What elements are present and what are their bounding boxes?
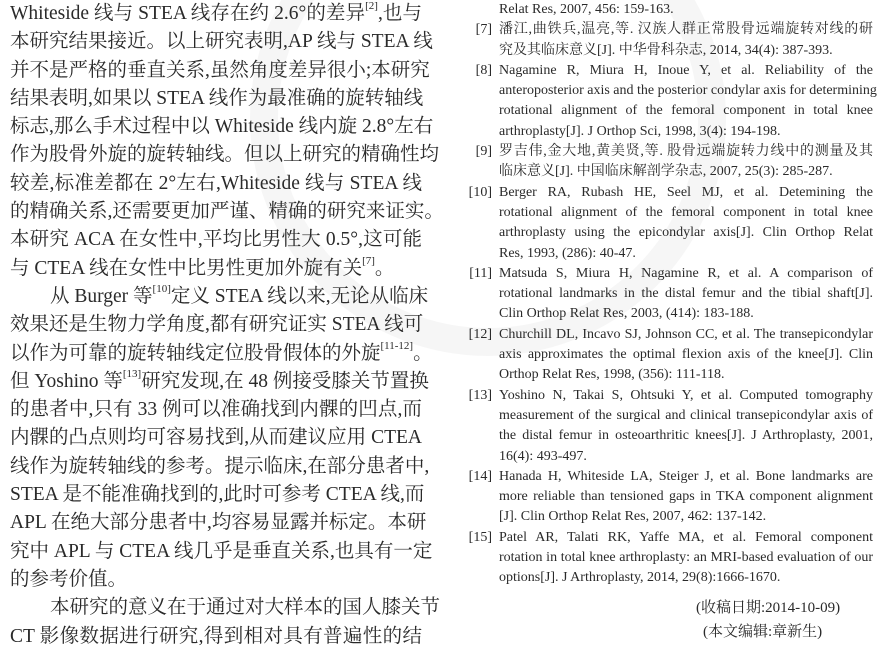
reference-item: [460, 467, 873, 528]
text-segment: STEA 是不能准确找到的,此时可参考 CTEA 线,而: [10, 484, 425, 506]
editor-credit: (本文编辑:章新生): [703, 624, 823, 640]
text-segment: 。: [413, 342, 433, 364]
reference-item: [460, 264, 873, 325]
reference-line: rotation in total knee arthroplasty: an MRI-based evaluation of our: [499, 550, 873, 566]
text-line: [10, 226, 422, 254]
text-line: [10, 339, 433, 368]
text-line: [10, 367, 429, 396]
reference-line: Churchill DL, Incavo SJ, Johnson CC, et al. The transepicondylar: [499, 326, 873, 342]
text-segment: 的参考价值。: [10, 568, 128, 590]
text-line: [10, 0, 422, 28]
reference-line: 16(4): 493-497.: [499, 448, 587, 464]
received-date: (收稿日期:2014-10-09): [696, 600, 841, 616]
text-segment: 从 Burger 等: [50, 285, 153, 307]
reference-item: [460, 61, 877, 142]
text-segment: Whiteside 线与 STEA 线存在约 2.6°的差异: [10, 3, 366, 24]
reference-number: [14]: [468, 468, 492, 484]
text-segment: 本研究的意义在于通过对大样本的国人膝关节: [50, 597, 441, 619]
text-segment: 本研究结果接近。以上研究表明,AP 线与 STEA 线: [10, 31, 433, 53]
reference-number: [7]: [475, 22, 492, 38]
reference-number: [12]: [468, 326, 492, 342]
text-line: [10, 141, 440, 169]
reference-line: 潘江,曲铁兵,温亮,等. 汉族人群正常股骨远端旋转对线的研: [499, 22, 873, 38]
reference-line: 临床意义[J]. 中国临床解剖学杂志, 2007, 25(3): 285-287.: [499, 164, 833, 180]
text-segment: 以作为可靠的旋转轴线定位股骨假体的外旋: [10, 342, 381, 364]
reference-line: Orthop Relat Res, 1998, (356): 111-118.: [499, 367, 725, 383]
reference-list: [460, 0, 877, 589]
text-line: [10, 453, 430, 481]
text-segment: CT 影像数据进行研究,得到相对具有普遍性的结: [10, 625, 422, 647]
citation-superscript: [13]: [122, 367, 142, 380]
text-segment: 。: [374, 257, 395, 279]
text-line: [10, 85, 422, 113]
reference-item: [460, 142, 873, 183]
text-line: [10, 282, 429, 311]
text-segment: 但 Yoshino 等: [10, 370, 123, 392]
text-line: [10, 424, 422, 452]
reference-number: [13]: [468, 387, 492, 403]
reference-line: rotational alignment of the femoral component in total knee: [499, 204, 873, 220]
reference-item: [460, 20, 873, 61]
text-line: [10, 481, 425, 509]
text-segment: 本研究 ACA 在女性中,平均比男性大 0.5°,这可能: [10, 229, 422, 251]
text-line: [10, 170, 422, 198]
reference-line: Relat Res, 2007, 456: 159-163.: [499, 2, 674, 17]
reference-line: axis approximates the optimal flexion axis of the knee[J]. Clin: [499, 347, 873, 363]
text-segment: 线作为旋转轴线的参考。提示临床,在部分患者中,: [10, 455, 430, 477]
text-segment: 定义 STEA 线以来,无论从临床: [170, 285, 429, 307]
body-text-column: [10, 0, 444, 651]
reference-line: options[J]. J Arthroplasty, 2014, 29(8):1666-1670.: [499, 570, 781, 586]
reference-item: [460, 0, 873, 20]
reference-item: [460, 528, 873, 589]
reference-item: [460, 183, 873, 264]
text-line: [10, 113, 434, 141]
text-segment: ,也与: [377, 3, 422, 24]
text-line: [10, 538, 433, 566]
reference-line: 罗吉伟,金大地,黄美贤,等. 股骨远端旋转力线中的测量及其: [499, 144, 873, 160]
text-line: [10, 255, 422, 283]
text-line: [10, 57, 430, 85]
reference-line: Matsuda S, Miura H, Nagamine R, et al. A comparison of: [499, 265, 873, 281]
text-segment: 效果还是生物力学角度,都有研究证实 STEA 线可: [10, 314, 424, 336]
reference-line: Clin Orthop Relat Res, 2003, (414): 183-188.: [499, 306, 754, 322]
text-segment: 结果表明,如果以 STEA 线作为最准确的旋转轴线: [10, 87, 424, 109]
text-segment: 究中 APL 与 CTEA 线几乎是垂直关系,也具有一定: [10, 540, 433, 562]
text-segment: 的患者中,只有 33 例可以准确找到内髁的凹点,而: [10, 399, 422, 421]
reference-line: the distal femur in osteoarthritic knees[J]. J Arthroplasty, 2001,: [499, 428, 873, 444]
text-segment: 与 CTEA 线在女性中比男性更加外旋有关: [10, 257, 363, 279]
text-line: [10, 311, 422, 339]
reference-line: Res, 1993, (286): 40-47.: [499, 245, 636, 261]
reference-number: [15]: [468, 529, 492, 545]
reference-number: [9]: [475, 144, 492, 160]
reference-number: [10]: [468, 184, 492, 200]
reference-item: [460, 325, 873, 386]
reference-line: arthroplasty[J]. J Orthop Sci, 1998, 3(4): 194-198.: [499, 123, 781, 139]
reference-line: 究及其临床意义[J]. 中华骨科杂志, 2014, 34(4): 387-393.: [499, 42, 833, 58]
reference-line: Hanada H, Whiteside LA, Steiger J, et al. Bone landmarks are: [499, 468, 873, 484]
text-segment: 较差,标准差都在 2°左右,Whiteside 线与 STEA 线: [10, 172, 422, 194]
text-segment: 作为股骨外旋的旋转轴线。但以上研究的精确性均: [10, 144, 440, 166]
reference-line: Berger RA, Rubash HE, Seel MJ, et al. Detemining the: [499, 184, 873, 200]
text-segment: 标志,那么手术过程中以 Whiteside 线内旋 2.8°左右: [10, 116, 434, 138]
reference-line: [J]. Clin Orthop Relat Res, 2007, 462: 137-142.: [499, 509, 767, 525]
reference-line: rotational alignment of the femoral component in total knee: [499, 103, 873, 119]
reference-line: anteroposterior axis and the posterior condylar axis for determining: [499, 83, 877, 99]
text-line: [10, 509, 427, 537]
citation-superscript: [11-12]: [380, 339, 414, 352]
text-line: [10, 566, 422, 594]
reference-line: measurement of the surgical and clinical transepicondylar axis of: [499, 407, 873, 423]
text-segment: 的精确关系,还需要更加严谨、精确的研究来证实。: [10, 201, 444, 223]
reference-number: [8]: [475, 62, 492, 78]
citation-superscript: [2]: [365, 0, 378, 12]
text-line: [10, 623, 422, 651]
reference-line: arthroplasty using the epicondylar axis[J]. Clin Orthop Relat: [499, 225, 873, 241]
text-line: [10, 396, 422, 424]
text-line: [10, 28, 433, 56]
reference-line: Yoshino N, Takai S, Ohtsuki Y, et al. Computed tomography: [499, 387, 873, 403]
citation-superscript: [7]: [362, 254, 375, 267]
reference-line: rotational landmarks in the distal femur and the tibial shaft[J].: [499, 286, 873, 302]
reference-number: [11]: [469, 265, 492, 281]
reference-item: [460, 386, 873, 467]
text-segment: 研究发现,在 48 例接受膝关节置换: [141, 370, 429, 392]
text-line: [10, 198, 444, 226]
text-line: [10, 594, 441, 622]
text-segment: 并不是严格的垂直关系,虽然角度差异很小;本研究: [10, 59, 430, 81]
reference-line: Patel AR, Talati RK, Yaffe MA, et al. Femoral component: [499, 529, 873, 545]
text-segment: 内髁的凸点则均可容易找到,从而建议应用 CTEA: [10, 427, 422, 449]
reference-line: more reliable than tensioned gaps in TKA component alignment: [499, 489, 873, 505]
citation-superscript: [10]: [152, 282, 171, 295]
reference-line: Nagamine R, Miura H, Inoue Y, et al. Reliability of the: [499, 62, 873, 78]
text-segment: APL 在绝大部分患者中,均容易显露并标定。本研: [10, 512, 427, 534]
